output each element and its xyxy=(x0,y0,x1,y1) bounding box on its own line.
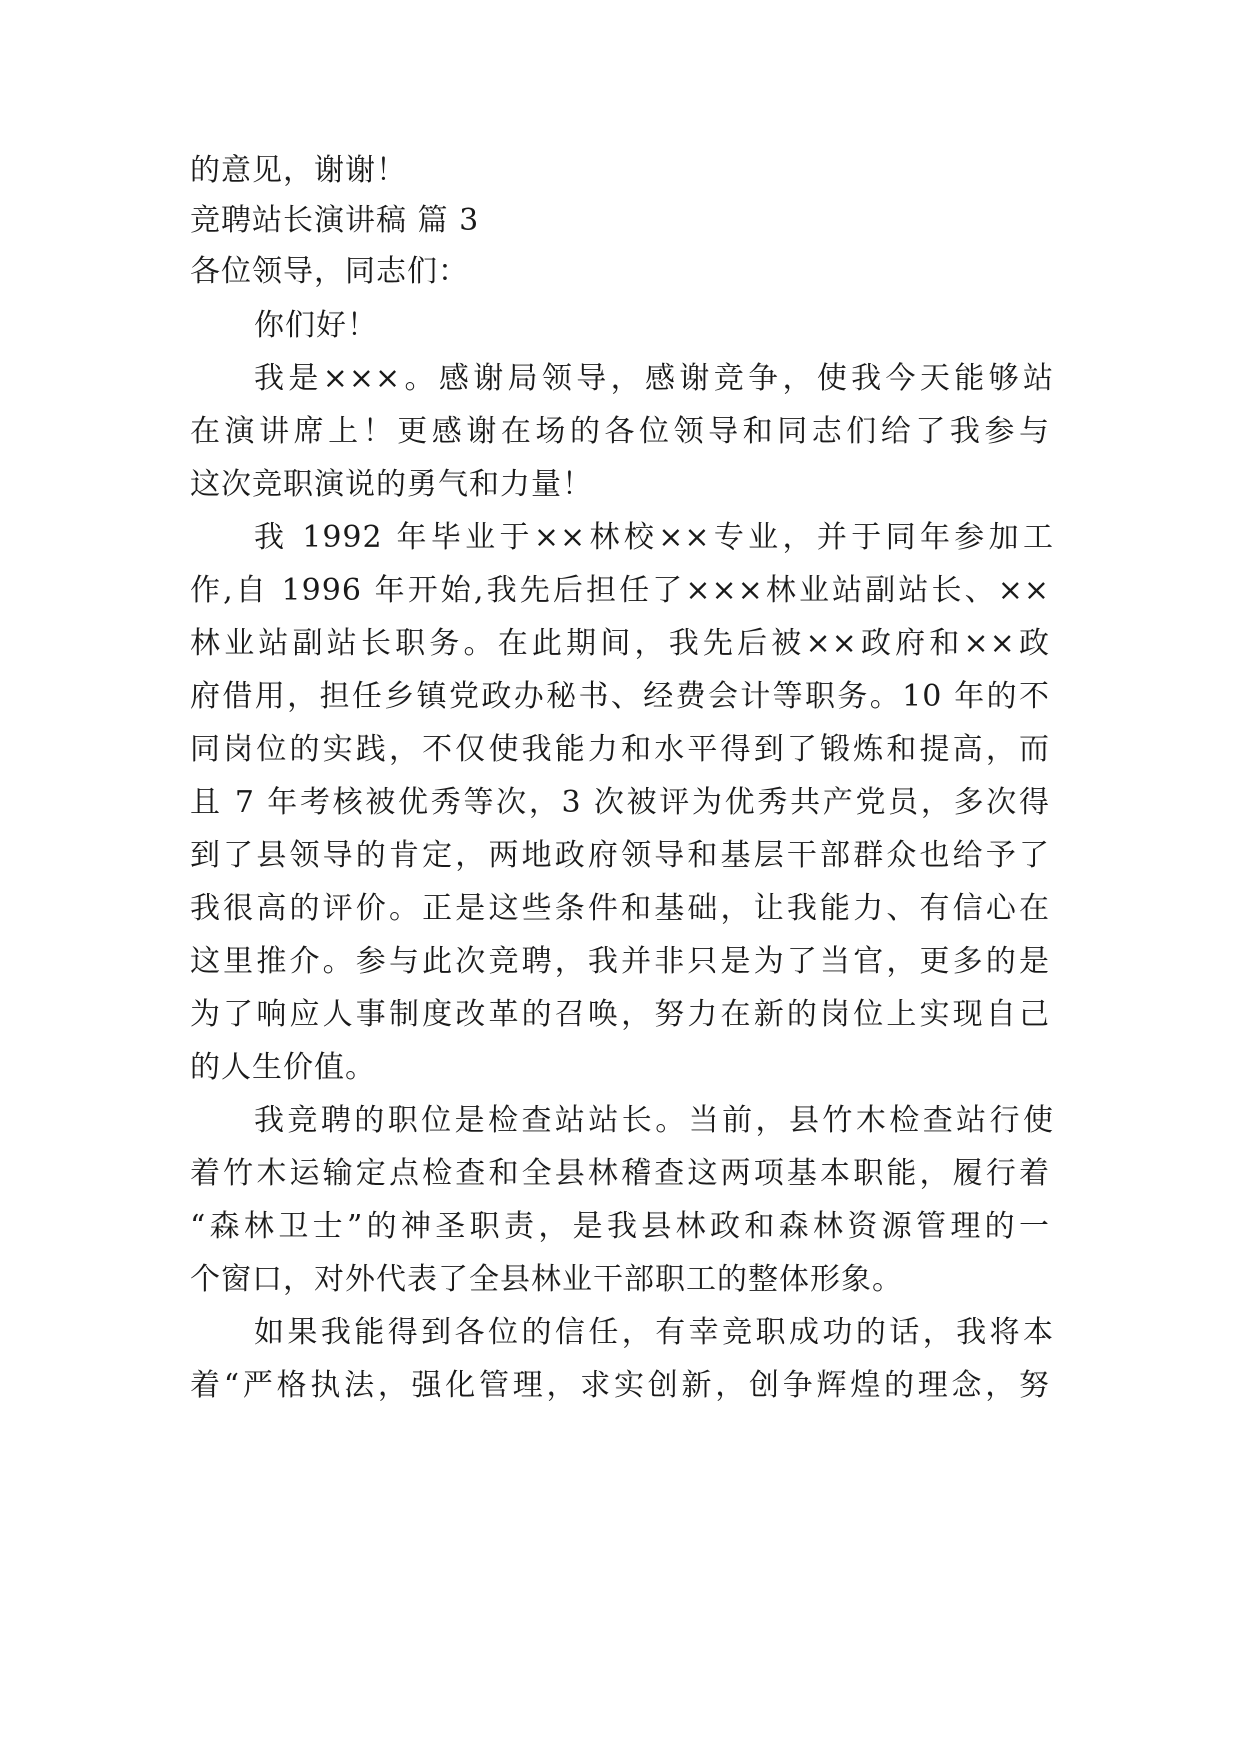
text-line: 如果我能得到各位的信任，有幸竞职成功的话，我将本 xyxy=(254,1315,1054,1350)
text-line: 作,自 1996 年开始,我先后担任了×××林业站副站长、×× xyxy=(190,573,1050,608)
text-line: 且 7 年考核被优秀等次，3 次被评为优秀共产党员，多次得 xyxy=(190,785,1050,820)
greeting: 你们好！ xyxy=(254,308,378,343)
text-line: 林业站副站长职务。在此期间，我先后被××政府和××政 xyxy=(190,626,1050,661)
text-line: 府借用，担任乡镇党政办秘书、经费会计等职务。10 年的不 xyxy=(190,679,1050,714)
text-line: 到了县领导的肯定，两地政府领导和基层干部群众也给予了 xyxy=(190,838,1050,873)
text-line: 着“严格执法，强化管理，求实创新，创争辉煌的理念，努 xyxy=(190,1368,1050,1403)
text-line: 我很高的评价。正是这些条件和基础，让我能力、有信心在 xyxy=(190,891,1050,926)
text-line: 的人生价值。 xyxy=(190,1050,376,1085)
text-line: 个窗口，对外代表了全县林业干部职工的整体形象。 xyxy=(190,1262,903,1297)
text-line: 着竹木运输定点检查和全县林稽查这两项基本职能，履行着 xyxy=(190,1156,1050,1191)
text-line: 我是×××。感谢局领导，感谢竞争，使我今天能够站 xyxy=(254,361,1054,396)
text-line: 我 1992 年毕业于××林校××专业，并于同年参加工 xyxy=(254,520,1054,555)
text-line: 的意见，谢谢！ xyxy=(190,153,407,188)
text-line: 为了响应人事制度改革的召唤，努力在新的岗位上实现自己 xyxy=(190,997,1050,1032)
section-heading: 竞聘站长演讲稿 篇 3 xyxy=(190,203,480,238)
text-line: 这里推介。参与此次竞聘，我并非只是为了当官，更多的是 xyxy=(190,944,1050,979)
text-line: 同岗位的实践，不仅使我能力和水平得到了锻炼和提高，而 xyxy=(190,732,1050,767)
text-line: 在演讲席上！更感谢在场的各位领导和同志们给了我参与 xyxy=(190,414,1050,449)
text-line: 我竞聘的职位是检查站站长。当前，县竹木检查站行使 xyxy=(254,1103,1054,1138)
text-line: 这次竞职演说的勇气和力量！ xyxy=(190,467,593,502)
salutation: 各位领导，同志们： xyxy=(190,254,469,289)
text-line: “森林卫士”的神圣职责，是我县林政和森林资源管理的一 xyxy=(190,1209,1050,1244)
